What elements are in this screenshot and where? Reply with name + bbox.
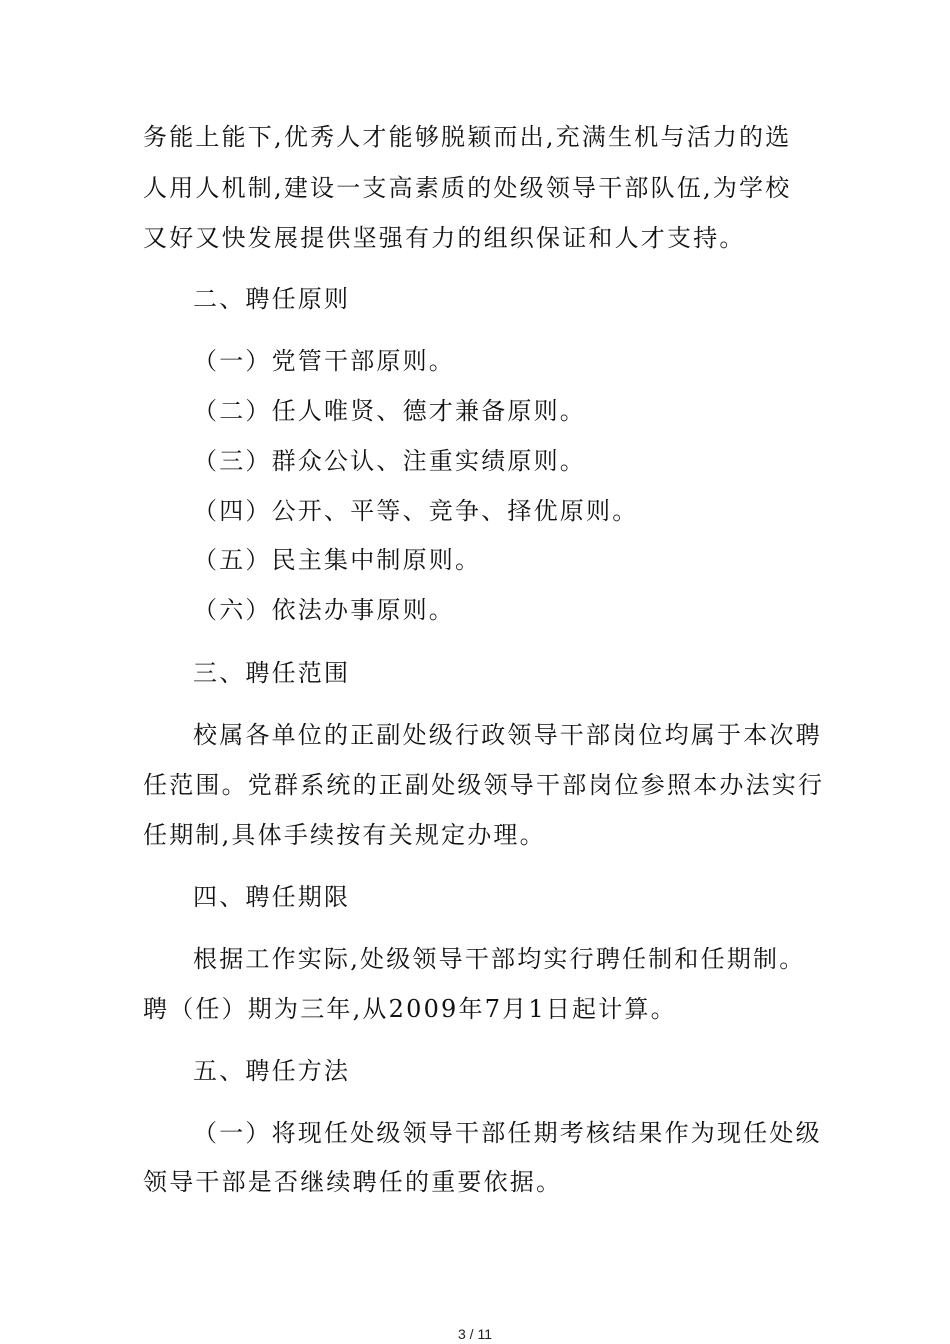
body-text-line: （一）将现任处级领导干部任期考核结果作为现任处级 bbox=[193, 1119, 822, 1147]
body-text-line: 任期制,具体手续按有关规定办理。 bbox=[143, 821, 546, 849]
section-heading: 三、聘任范围 bbox=[193, 659, 351, 687]
body-text-line: 校属各单位的正副处级行政领导干部岗位均属于本次聘 bbox=[193, 721, 822, 749]
list-item: （三）群众公认、注重实绩原则。 bbox=[193, 447, 586, 475]
body-text-line: 聘（任）期为三年,从2009年7月1日起计算。 bbox=[143, 995, 677, 1023]
body-text-line: 根据工作实际,处级领导干部均实行聘任制和任期制。 bbox=[193, 945, 806, 973]
section-heading: 二、聘任原则 bbox=[193, 285, 351, 313]
page-indicator: 3 / 11 bbox=[458, 1326, 492, 1342]
section-heading: 四、聘任期限 bbox=[193, 883, 351, 911]
body-text-line: 务能上能下,优秀人才能够脱颖而出,充满生机与活力的选 bbox=[143, 123, 792, 151]
list-item: （五）民主集中制原则。 bbox=[193, 546, 482, 574]
body-text-line: 人用人机制,建设一支高素质的处级领导干部队伍,为学校 bbox=[143, 174, 792, 202]
list-item: （一）党管干部原则。 bbox=[193, 347, 455, 375]
list-item: （四）公开、平等、竞争、择优原则。 bbox=[193, 497, 639, 525]
body-text-line: 领导干部是否继续聘任的重要依据。 bbox=[143, 1168, 563, 1196]
list-item: （二）任人唯贤、德才兼备原则。 bbox=[193, 397, 586, 425]
list-item: （六）依法办事原则。 bbox=[193, 596, 455, 624]
body-text-line: 任范围。党群系统的正副处级领导干部岗位参照本办法实行 bbox=[143, 771, 825, 799]
section-heading: 五、聘任方法 bbox=[193, 1057, 351, 1085]
body-text-line: 又好又快发展提供坚强有力的组织保证和人才支持。 bbox=[143, 224, 746, 252]
